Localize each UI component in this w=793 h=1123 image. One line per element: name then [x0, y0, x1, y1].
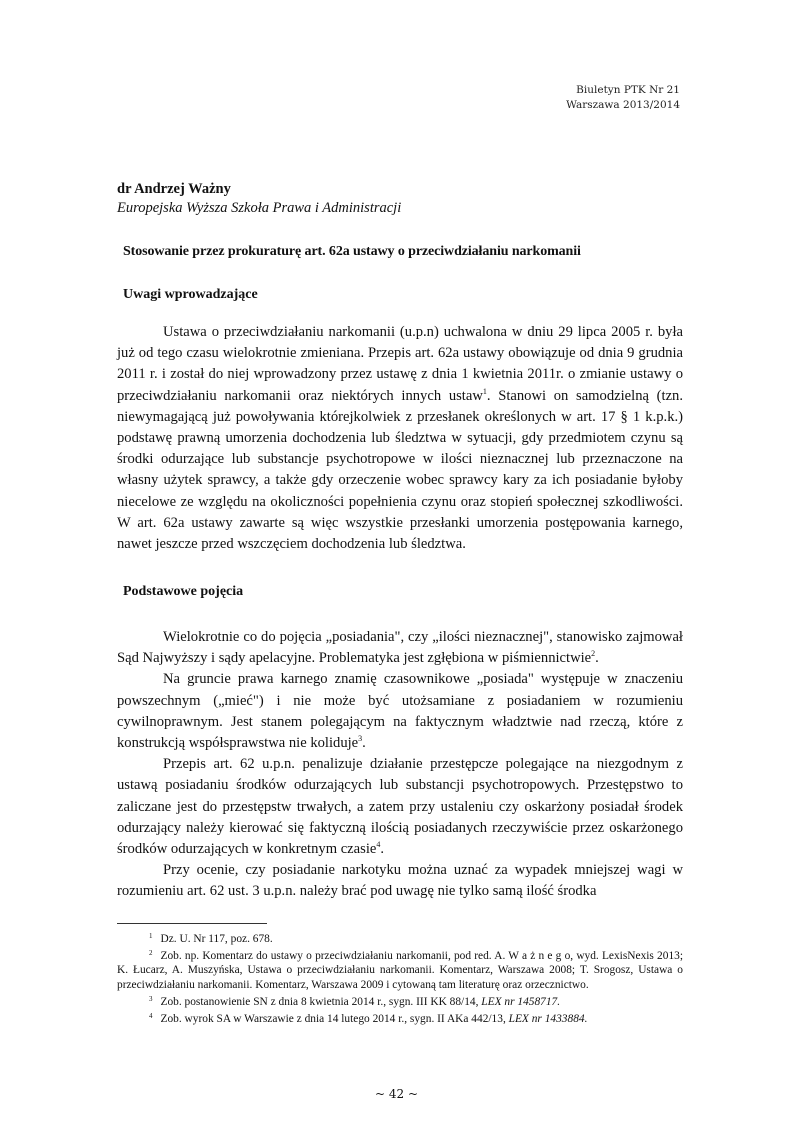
paragraph: [117, 669, 683, 754]
paragraph-text: Wielokrotnie co do pojęcia „posiadania", czy „ilości nieznacznej", stanowisko zajmował Sąd Najwyższy i sądy apelacyjne. Problematyka jest zgłębiona w piśmiennictwie: [117, 629, 683, 667]
footnote-citation: LEX nr 1433884.: [508, 1013, 588, 1026]
journal-name: Biuletyn PTK Nr 21: [576, 84, 680, 96]
author-affiliation: Europejska Wyższa Szkoła Prawa i Administracji: [117, 200, 402, 216]
article-title: Stosowanie przez prokuraturę art. 62a ustawy o przeciwdziałaniu narkomanii: [123, 244, 581, 259]
footnote-number: 4: [149, 1012, 153, 1021]
footnote-text: Zob. np. Komentarz do ustawy o przeciwdziałaniu narkomanii, pod red. A. W a ż n e g o, wyd. LexisNexis 2013; K. Łucarz, A. Muszyńska, Ustawa o przeciwdziałaniu narkomanii. Komentarz, Warszawa 2008; T. Srogosz, Ustawa o przeciwdziałaniu narkomanii. Komentarz, Warszawa 2009 i cytowaną tam literaturę oraz orzecznictwo.: [117, 950, 683, 991]
paragraph-text: .: [595, 650, 599, 667]
footnote-text: Dz. U. Nr 117, poz. 678.: [160, 933, 273, 945]
paragraph-text: Przy ocenie, czy posiadanie narkotyku można uznać za wypadek mniejszej wagi w rozumieniu art. 62 ust. 3 u.p.n. należy brać pod uwagę nie tylko samą ilość środka: [117, 862, 683, 900]
footnote-text: Zob. wyrok SA w Warszawie z dnia 14 lutego 2014 r., sygn. II AKa 442/13,: [160, 1013, 509, 1026]
footnote-number: 1: [149, 932, 153, 940]
footnote: [117, 929, 683, 946]
author-name: dr Andrzej Ważny: [117, 181, 231, 197]
paragraph-text: .: [362, 735, 366, 752]
paragraph-text: .: [380, 841, 385, 858]
section-heading: Podstawowe pojęcia: [123, 584, 244, 599]
footnote: [117, 992, 683, 1009]
footnote-citation: LEX nr 1458717.: [481, 995, 561, 1008]
paragraph: [117, 322, 683, 555]
page-number: ~ 42 ~: [374, 1087, 418, 1101]
journal-place-year: Warszawa 2013/2014: [566, 99, 680, 111]
section-heading: Uwagi wprowadzające: [123, 287, 258, 302]
footnote-number: 3: [149, 994, 153, 1003]
paragraph: [117, 860, 683, 902]
footnote: [117, 946, 683, 992]
paragraph: [117, 627, 683, 669]
footnote-number: 2: [149, 949, 153, 958]
paragraph-text: Ustawa o przeciwdziałaniu narkomanii (u.p.n) uchwalona w dniu 29 lipca 2005 r. była już od tego czasu wielokrotnie zmieniana. Przepis art. 62a ustawy obowiązuje od dnia 9 grudnia 2011 r. i został do niej wprowadzony przez ustawę z dnia 1 kwietnia 2011r. o zmianie ustawy o przeciwdziałaniu narkomanii oraz niektórych innych ustaw: [117, 324, 683, 404]
paragraph-text: Na gruncie prawa karnego znamię czasownikowe „posiada" występuje w znaczeniu powszechnym („mieć") i nie może być utożsamiane z posiadaniem w rozumieniu cywilnoprawnym. Jest stanem polegającym na faktycznym władztwie nad rzeczą, które z konstrukcją współsprawstwa nie koliduje: [117, 671, 683, 752]
paragraph-text: . Stanowi on samodzielną (tzn. niewymagającą już powoływania którejkolwiek z przesłanek określonych w art. 17 § 1 k.p.k.) podstawę prawną umorzenia dochodzenia lub śledztwa w sytuacji, gdy przedmiotem czynu są środki odurzające lub substancje psychotropowe w ilości nieznacznej lub przeznaczone na własny użytek sprawcy, a także gdy orzeczenie wobec sprawcy kary za ich posiadanie byłoby niecelowe ze względu na okoliczności popełnienia czynu oraz stopień społecznej szkodliwości. W art. 62a ustawy zawarte są więc wszystkie przesłanki umorzenia postępowania karnego, nawet jeszcze przed wszczęciem dochodzenia lub śledztwa.: [117, 387, 683, 553]
footnote-text: Zob. postanowienie SN z dnia 8 kwietnia 2014 r., sygn. III KK 88/14,: [160, 995, 482, 1008]
paragraph-text: Przepis art. 62 u.p.n. penalizuje działanie przestępcze polegające na niezgodnym z ustawą posiadaniu środków odurzających lub substancji psychotropowych. Przestępstwo to zaliczane jest do przestępstw trwałych, a zatem przy ustaleniu czy oskarżony posiadał środek odurzający należy kierować się faktyczną ilością posiadanych rzeczywiście przez oskarżonego środków odurzających w konkretnym czasie: [117, 756, 683, 858]
section-body: [117, 322, 683, 555]
footnotes: [117, 929, 683, 1026]
footnote-ref[interactable]: 1: [482, 386, 487, 396]
section-body: [117, 627, 683, 903]
footnote-ref[interactable]: 4: [376, 840, 381, 850]
footnote: [117, 1009, 683, 1026]
footnote-ref[interactable]: 2: [591, 649, 596, 659]
footnote-ref[interactable]: 3: [358, 734, 363, 744]
journal-header: [566, 83, 680, 113]
paragraph: [117, 754, 683, 860]
footnote-separator: [117, 923, 267, 924]
